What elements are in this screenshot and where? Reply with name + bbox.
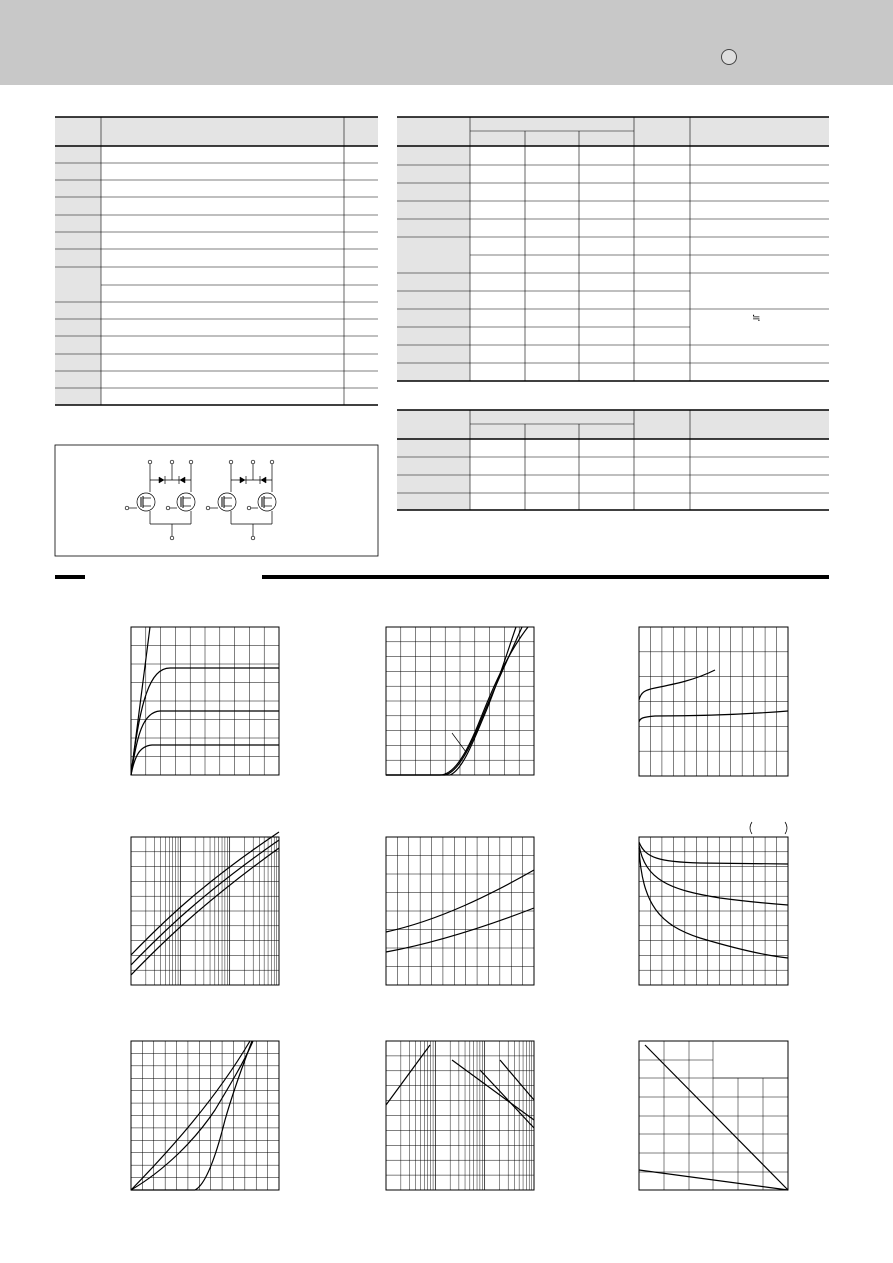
gate-terminal-icon xyxy=(206,506,210,510)
graph-safe-operating-area xyxy=(386,1041,534,1190)
graph-capacitance xyxy=(639,822,788,985)
graph-transfer-characteristics xyxy=(386,627,534,775)
gate-terminal-icon xyxy=(247,506,251,510)
terminal-icon xyxy=(229,460,233,464)
circuit-frame xyxy=(55,445,378,556)
mosfet-icon xyxy=(137,493,155,511)
long-section-bar xyxy=(262,575,829,579)
dual-mosfet-schematic-icon xyxy=(206,460,276,540)
dual-mosfet-schematic-icon xyxy=(125,460,195,540)
equivalent-circuit-box xyxy=(55,445,378,556)
graph-on-resistance xyxy=(639,627,788,776)
terminal-icon xyxy=(189,460,193,464)
diode-icon xyxy=(180,477,185,483)
symbol-column-fill xyxy=(55,146,101,405)
terminal-icon xyxy=(148,460,152,464)
terminal-icon xyxy=(170,536,174,540)
symbol-column-fill xyxy=(397,146,470,381)
diode-icon xyxy=(240,477,245,483)
graph-output-characteristics xyxy=(131,627,279,775)
terminal-icon xyxy=(251,536,255,540)
symbol-column-fill xyxy=(397,439,470,510)
mosfet-icon xyxy=(258,493,276,511)
graph-temperature-dependence xyxy=(386,837,534,985)
gate-terminal-icon xyxy=(166,506,170,510)
electrical-characteristics-table xyxy=(397,117,829,381)
mosfet-icon xyxy=(177,493,195,511)
diode-icon xyxy=(159,477,164,483)
approx-equal-symbol: ≒ xyxy=(752,313,761,324)
graph-log-characteristics xyxy=(131,832,279,985)
short-section-bar xyxy=(55,575,85,579)
thermal-characteristics-table xyxy=(397,410,829,510)
section-divider xyxy=(55,575,829,579)
graph-gate-charge xyxy=(131,1041,279,1190)
absolute-ratings-table xyxy=(55,117,378,405)
open-paren xyxy=(750,822,752,834)
terminal-icon xyxy=(270,460,274,464)
mosfet-icon xyxy=(218,493,236,511)
graph-power-derating xyxy=(639,1041,788,1190)
terminal-icon xyxy=(170,460,174,464)
gate-terminal-icon xyxy=(125,506,129,510)
table-header-fill xyxy=(397,117,829,146)
close-paren xyxy=(785,822,787,834)
table-header-fill xyxy=(55,117,378,146)
table-header-fill xyxy=(397,410,829,439)
terminal-icon xyxy=(251,460,255,464)
diode-icon xyxy=(261,477,266,483)
